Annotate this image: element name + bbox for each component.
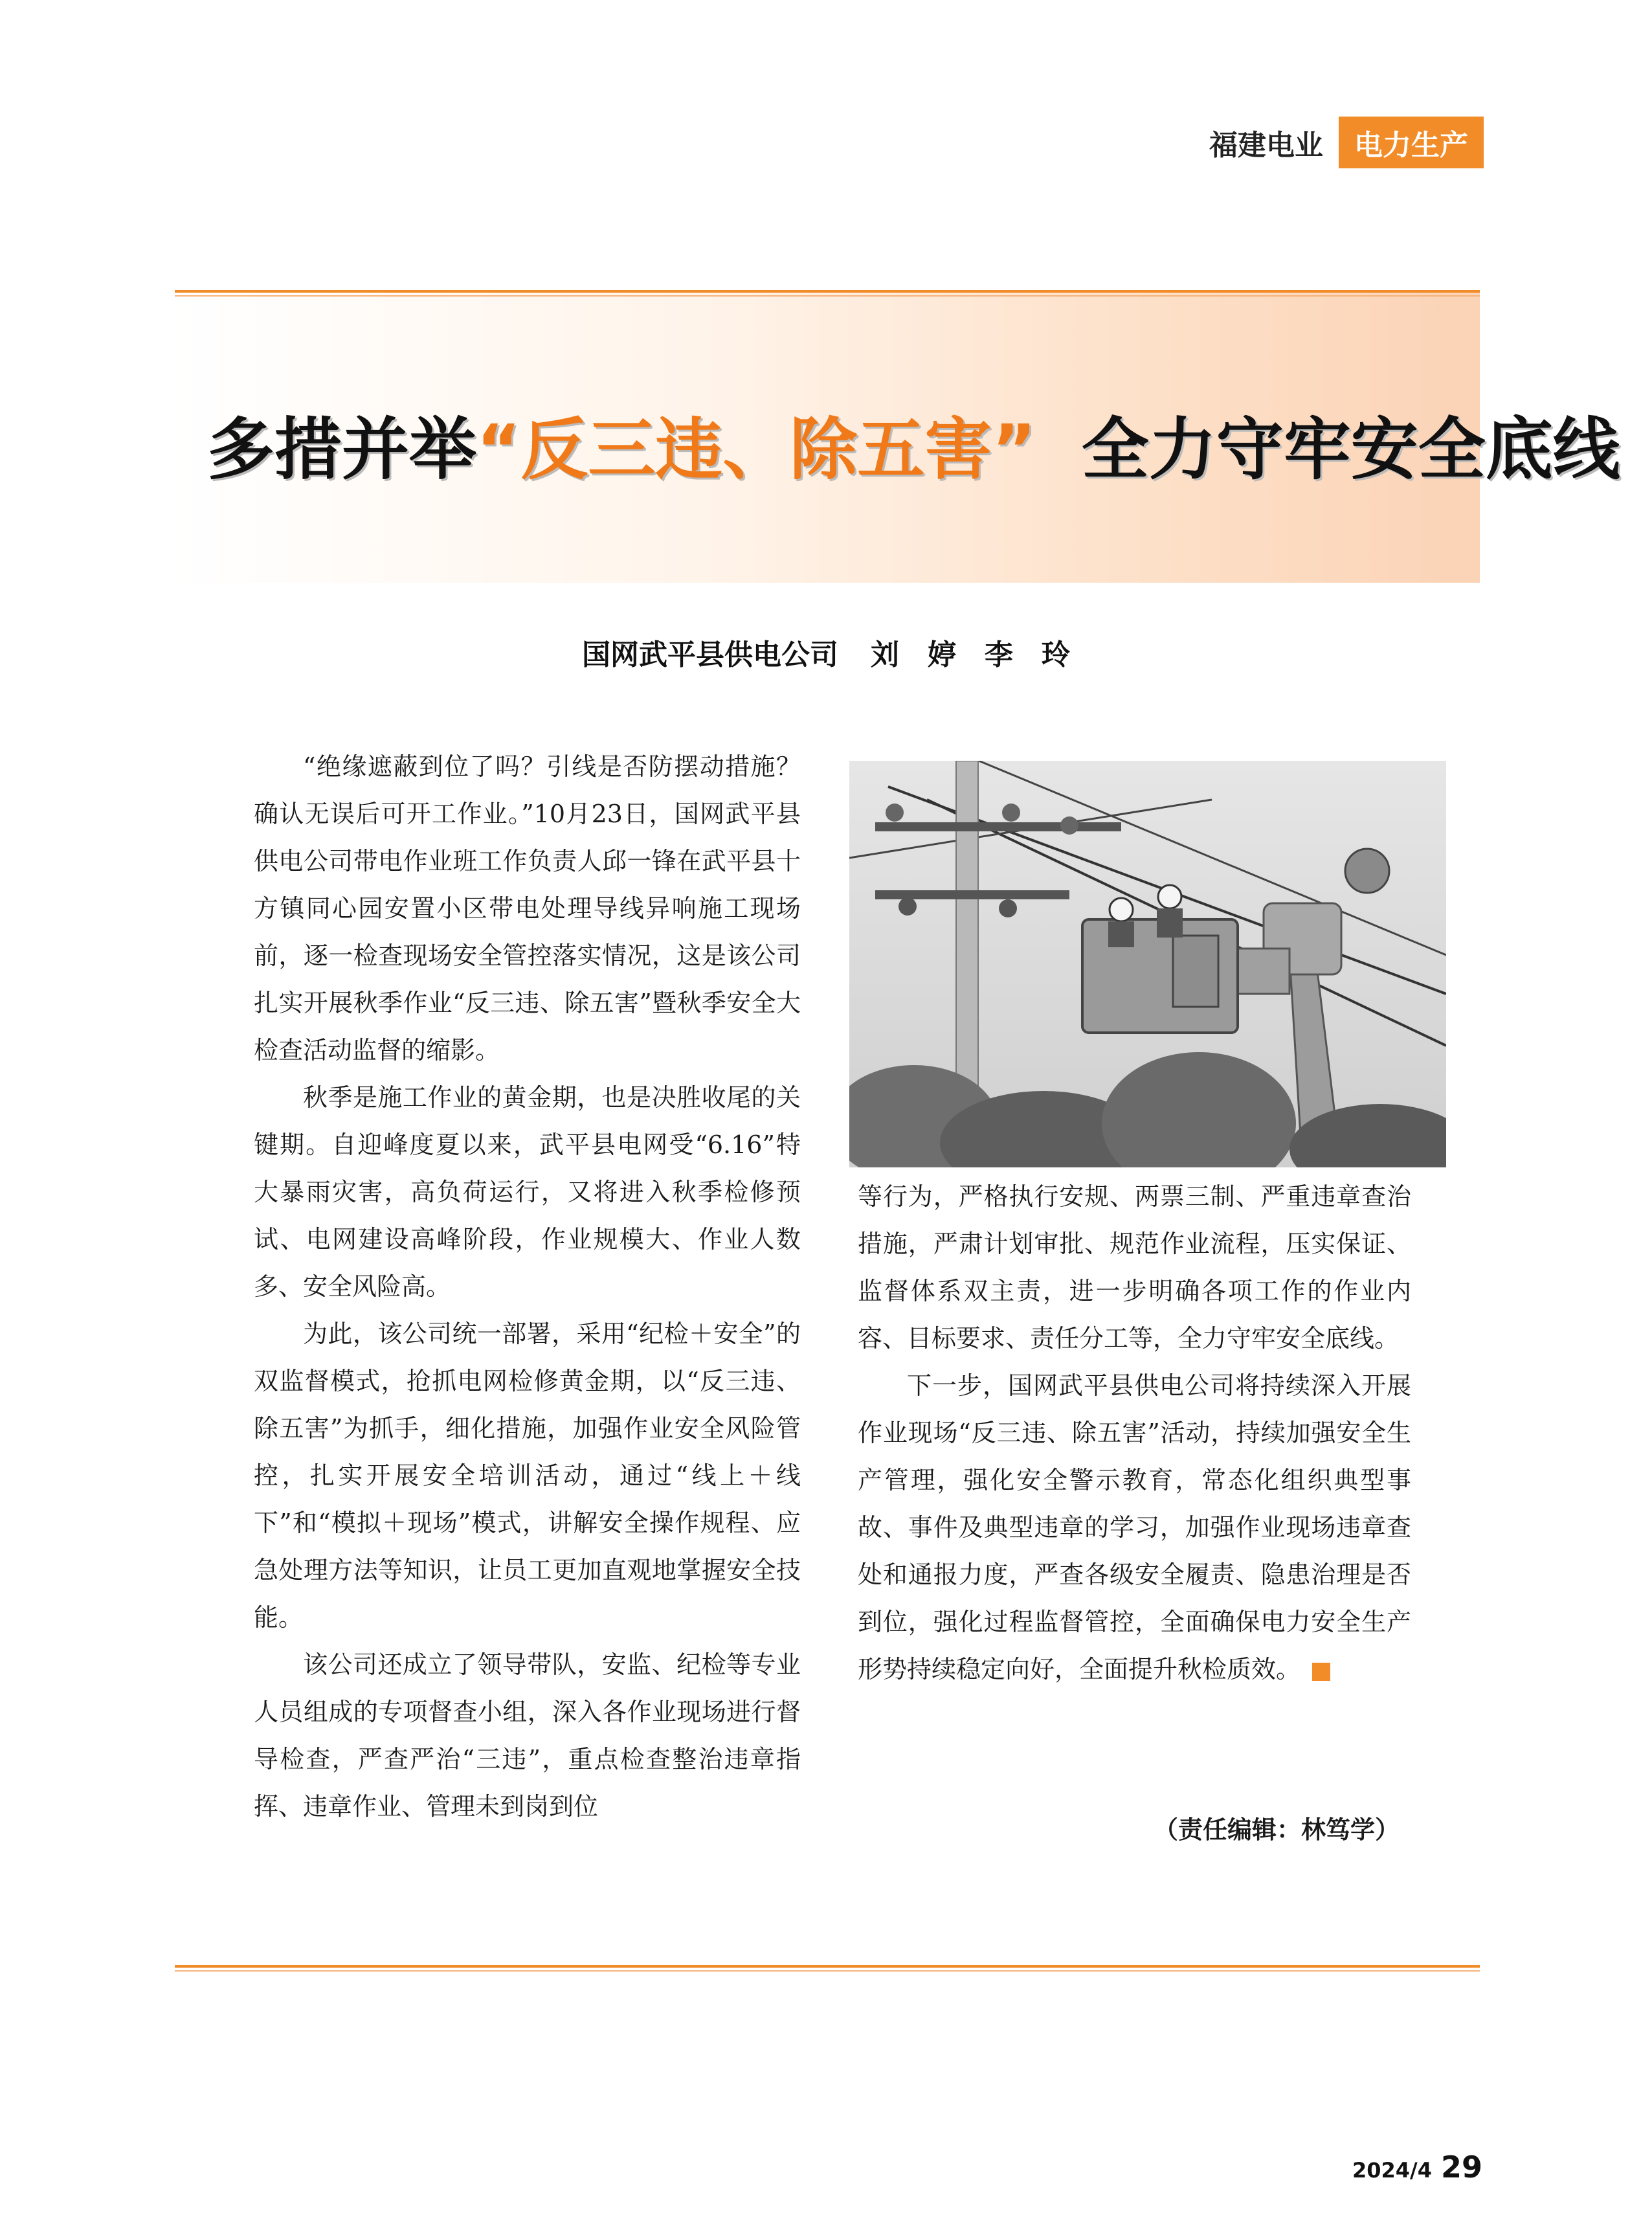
- running-header: [1209, 117, 1484, 168]
- paragraph-text: 下一步，国网武平县供电公司将持续深入开展作业现场“反三违、除五害”活动，持续加强安全生产管理，强化安全警示教育，常态化组织典型事故、事件及典型违章的学习，加强作业现场违章查处和通报力度，严查各级安全履责、隐患治理是否到位，强化过程监督管控，全面确保电力安全生产形势持续稳定向好，全面提升秋检质效。: [858, 1371, 1411, 1683]
- page-footer: [1352, 2150, 1482, 2185]
- byline-authors: 刘 婷 李 玲: [871, 638, 1070, 671]
- left-column: [254, 743, 801, 1830]
- issue-number: 2024/4: [1352, 2158, 1432, 2183]
- right-column: [858, 1173, 1411, 1693]
- paragraph: 等行为，严格执行安规、两票三制、严重违章查治措施，严肃计划审批、规范作业流程，压实保证、监督体系双主责，进一步明确各项工作的作业内容、目标要求、责任分工等，全力守牢安全底线。: [858, 1182, 1411, 1353]
- article-title: [207, 395, 1620, 492]
- title-part1: 多措并举: [207, 410, 477, 489]
- title-part2: 全力守牢安全底线: [1081, 410, 1620, 489]
- paragraph: 秋季是施工作业的黄金期，也是决胜收尾的关键期。自迎峰度夏以来，武平县电网受“6.16”特大暴雨灾害，高负荷运行，又将进入秋季检修预试、电网建设高峰阶段，作业规模大、作业人数多、安全风险高。: [254, 1083, 801, 1301]
- page-number: 29: [1440, 2150, 1482, 2185]
- article-photo: [849, 761, 1446, 1167]
- byline: [0, 631, 1652, 673]
- paragraph: “绝缘遮蔽到位了吗？引线是否防摆动措施？确认无误后可开工作业。”10月23日，国网武平县供电公司带电作业班工作负责人邱一锋在武平县十方镇同心园安置小区带电处理导线异响施工现场前，逐一检查现场安全管控落实情况，这是该公司扎实开展秋季作业“反三违、除五害”暨秋季安全大检查活动监督的缩影。: [254, 752, 801, 1064]
- magazine-name: 福建电业: [1209, 129, 1323, 162]
- bottom-rule: [175, 1965, 1480, 1972]
- responsible-editor: （责任编辑：林笃学）: [1153, 1816, 1400, 1844]
- top-rule: [175, 290, 1480, 297]
- title-highlight: “反三违、除五害”: [476, 410, 1036, 489]
- end-mark-icon: [1312, 1663, 1330, 1681]
- paragraph: 该公司还成立了领导带队，安监、纪检等专业人员组成的专项督查小组，深入各作业现场进行督导检查，严查严治“三违”，重点检查整治违章指挥、违章作业、管理未到岗到位: [254, 1650, 801, 1821]
- byline-org: 国网武平县供电公司: [582, 638, 838, 671]
- section-tag: 电力生产: [1339, 117, 1484, 168]
- paragraph: 为此，该公司统一部署，采用“纪检＋安全”的双监督模式，抢抓电网检修黄金期，以“反三违、除五害”为抓手，细化措施，加强作业安全风险管控，扎实开展安全培训活动，通过“线上＋线下”和“模拟＋现场”模式，讲解安全操作规程、应急处理方法等知识，让员工更加直观地掌握安全技能。: [254, 1320, 801, 1632]
- paragraph: [858, 1362, 1411, 1693]
